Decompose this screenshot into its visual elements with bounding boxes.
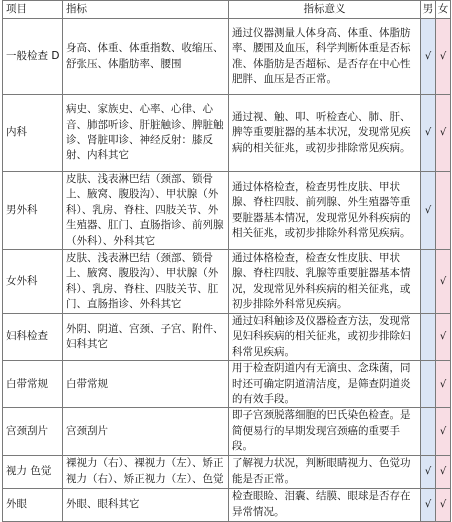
table-row [3, 314, 451, 361]
row-meaning: 通过仪器测量人体身高、体重、体脂肪率、腰围及血压，科学判断体重是否标准、体脂肪是否超标、是否存在中心性肥胖、血压是否正常。 [229, 19, 421, 95]
row-male-check [421, 361, 436, 408]
row-index: 皮肤、浅表淋巴结（颈部、锁骨上、腋窝、腹股沟）、甲状腺（外科）、乳房、脊柱、四肢关节、外生殖器、肛门、直肠指诊、前列腺（外科）、外科其它 [63, 172, 229, 250]
row-item: 男外科 [3, 172, 63, 250]
row-meaning: 检查眼睑、泪囊、结膜、眼球是否存在异常情况。 [229, 488, 421, 521]
row-index: 白带常规 [63, 361, 229, 408]
table-row [3, 488, 451, 521]
table-row [3, 361, 451, 408]
header-item: 项目 [3, 1, 63, 19]
row-item: 内科 [3, 95, 63, 172]
header-female: 女 [436, 1, 451, 19]
row-index: 外眼、眼科其它 [63, 488, 229, 521]
row-female-check: √ [436, 361, 451, 408]
row-item: 宫颈刮片 [3, 408, 63, 455]
row-female-check: √ [436, 250, 451, 314]
row-index: 病史、家族史、心率、心律、心音、肺部听诊、肝脏触诊、脾脏触诊、肾脏叩诊、神经反射：膝反射、内科其它 [63, 95, 229, 172]
row-meaning: 用于检查阴道内有无滴虫、念珠菌，同时还可确定阴道清洁度，是筛查阴道炎的有效手段。 [229, 361, 421, 408]
row-item: 视力 色觉 [3, 455, 63, 488]
row-index: 身高、体重、体重指数、收缩压、舒张压、体脂肪率、腰围 [63, 19, 229, 95]
row-male-check [421, 314, 436, 361]
row-index: 皮肤、浅表淋巴结（颈部、锁骨上、腋窝、腹股沟）、甲状腺（外科）、乳房、脊柱、四肢关节、肛门、直肠指诊、外科其它 [63, 250, 229, 314]
row-meaning: 通过体格检查，检查男性皮肤、甲状腺、脊柱四肢、前列腺、外生殖器等重要脏器基本情况，发现常见外科疾病的相关征兆，或初步排除外科常见疾病。 [229, 172, 421, 250]
row-male-check [421, 408, 436, 455]
table-row [3, 19, 451, 95]
row-female-check: √ [436, 488, 451, 521]
row-female-check [436, 172, 451, 250]
row-meaning: 了解视力状况，判断眼睛视力、色觉功能是否正常。 [229, 455, 421, 488]
table-row [3, 95, 451, 172]
row-male-check: √ [421, 95, 436, 172]
row-item: 女外科 [3, 250, 63, 314]
table-row [3, 408, 451, 455]
row-item: 外眼 [3, 488, 63, 521]
row-male-check: √ [421, 19, 436, 95]
row-female-check: √ [436, 95, 451, 172]
row-meaning: 通过视、触、叩、听检查心、肺、肝、脾等重要脏器的基本状况，发现常见疾病的相关征兆，或初步排除常见疾病。 [229, 95, 421, 172]
row-female-check: √ [436, 19, 451, 95]
row-male-check: √ [421, 455, 436, 488]
row-male-check: √ [421, 488, 436, 521]
row-item: 妇科检查 [3, 314, 63, 361]
exam-table [2, 0, 451, 522]
row-female-check: √ [436, 408, 451, 455]
row-index: 宫颈刮片 [63, 408, 229, 455]
row-index: 外阴、阴道、宫颈、子宫、附件、妇科其它 [63, 314, 229, 361]
row-male-check: √ [421, 172, 436, 250]
row-male-check [421, 250, 436, 314]
row-meaning: 即子宫颈脱落细胞的巴氏染色检查。是简便易行的早期发现宫颈癌的重要手段。 [229, 408, 421, 455]
table-row [3, 455, 451, 488]
row-female-check: √ [436, 455, 451, 488]
table-row [3, 172, 451, 250]
row-item: 一般检查 D [3, 19, 63, 95]
header-meaning: 指标意义 [229, 1, 421, 19]
row-meaning: 通过妇科触诊及仪器检查方法，发现常见妇科疾病的相关征兆，或初步排除妇科常见疾病。 [229, 314, 421, 361]
row-item: 白带常规 [3, 361, 63, 408]
row-meaning: 通过体格检查，检查女性皮肤、甲状腺、脊柱四肢、乳腺等重要脏器基本情况，发现常见外科疾病的相关征兆，或初步排除外科常见疾病。 [229, 250, 421, 314]
header-male: 男 [421, 1, 436, 19]
header-index: 指标 [63, 1, 229, 19]
header-row [3, 1, 451, 19]
row-index: 裸视力（右）、裸视力（左）、矫正视力（右）、矫正视力（左）、色觉 [63, 455, 229, 488]
row-female-check: √ [436, 314, 451, 361]
table-row [3, 250, 451, 314]
